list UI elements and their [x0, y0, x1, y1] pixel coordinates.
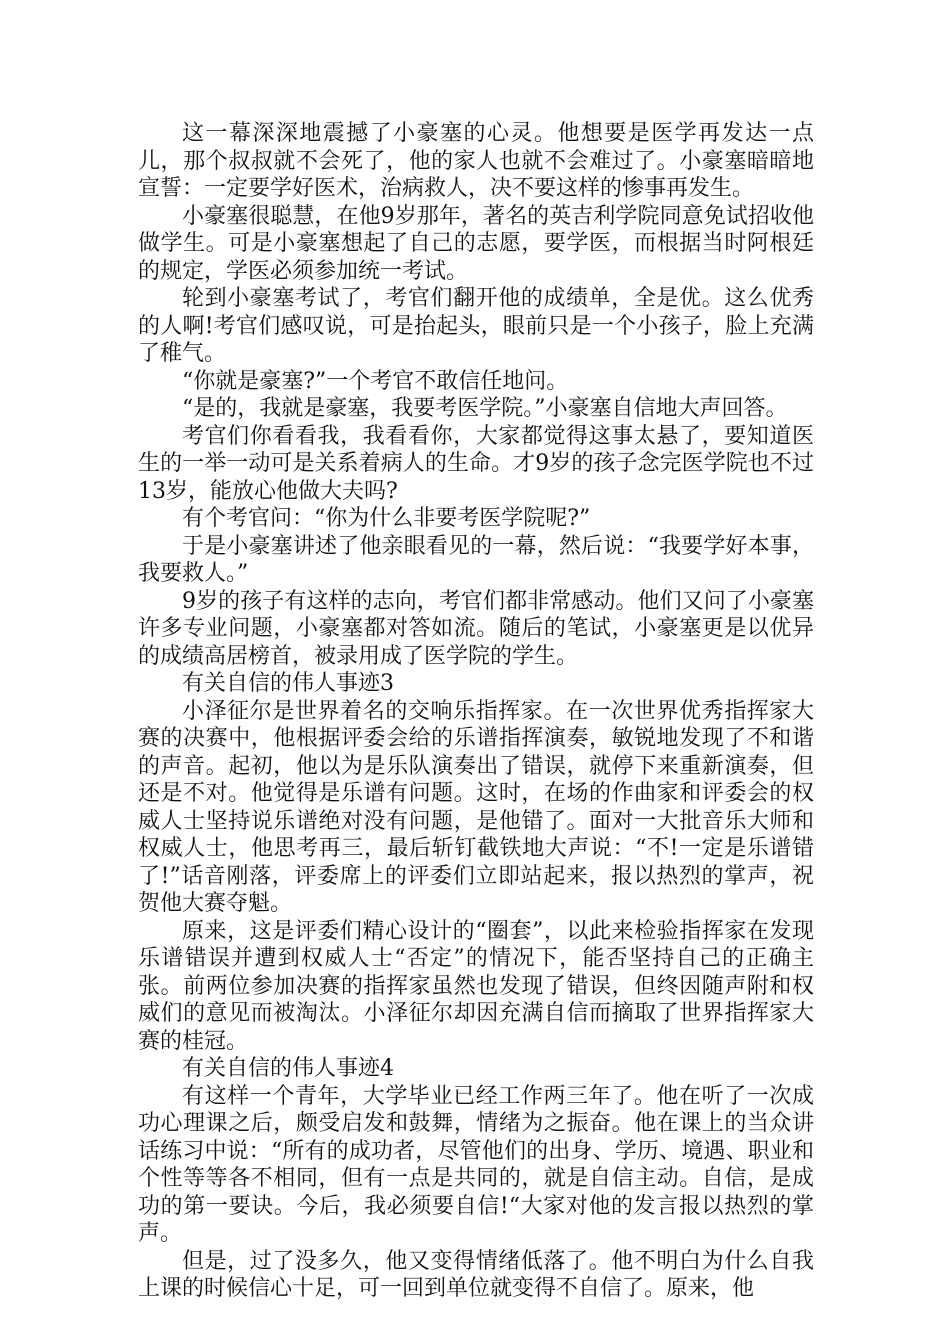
document-page — [138, 120, 814, 1303]
paragraph: 考官们你看看我，我看看你，大家都觉得这事太悬了，要知道医生的一举一动可是关系着病人的生命。才9岁的孩子念完医学院也不过13岁，能放心他做大夫吗? — [138, 423, 814, 504]
paragraph: 这一幕深深地震撼了小豪塞的心灵。他想要是医学再发达一点儿，那个叔叔就不会死了，他的家人也就不会难过了。小豪塞暗暗地宣誓：一定要学好医术，治病救人，决不要这样的惨事再发生。 — [138, 121, 814, 201]
paragraph: 小泽征尔是世界着名的交响乐指挥家。在一次世界优秀指挥家大赛的决赛中，他根据评委会给的乐谱指挥演奏，敏锐地发现了不和谐的声音。起初，他以为是乐队演奏出了错误，就停下来重新演奏，但还是不对。他觉得是乐谱有问题。这时，在场的作曲家和评委会的权威人士坚持说乐谱绝对没有问题，是他错了。面对一大批音乐大师和权威人士，他思考再三，最后斩钉截铁地大声说：“不!一定是乐谱错了!”话音刚落，评委席上的评委们立即站起来，报以热烈的掌声，祝贺他大赛夺魁。 — [138, 698, 814, 916]
paragraph: 有个考官问：“你为什么非要考医学院呢?” — [182, 506, 591, 531]
section-heading: 有关自信的伟人事迹3 — [182, 671, 394, 696]
paragraph: 小豪塞很聪慧，在他9岁那年，著名的英吉利学院同意免试招收他做学生。可是小豪塞想起了自己的志愿，要学医，而根据当时阿根廷的规定，学医必须参加统一考试。 — [138, 203, 814, 284]
paragraph: 9岁的孩子有这样的志向，考官们都非常感动。他们又问了小豪塞许多专业问题，小豪塞都对答如流。随后的笔试，小豪塞更是以优异的成绩高居榜首，被录用成了医学院的学生。 — [138, 588, 814, 669]
paragraph: 轮到小豪塞考试了，考官们翻开他的成绩单，全是优。这么优秀的人啊!考官们感叹说，可是抬起头，眼前只是一个小孩子，脸上充满了稚气。 — [138, 286, 814, 366]
section-heading: 有关自信的伟人事迹4 — [182, 1056, 394, 1081]
paragraph: 于是小豪塞讲述了他亲眼看见的一幕，然后说：“我要学好本事，我要救人。” — [138, 533, 814, 586]
paragraph: 有这样一个青年，大学毕业已经工作两三年了。他在听了一次成功心理课之后，颇受启发和鼓舞，情绪为之振奋。他在课上的当众讲话练习中说：“所有的成功者，尽管他们的出身、学历、境遇、职业和个性等等各不相同，但有一点是共同的，就是自信主动。自信，是成功的第一要诀。今后，我必须要自信!“大家对他的发言报以热烈的掌声。 — [138, 1083, 814, 1246]
paragraph: 但是，过了没多久，他又变得情绪低落了。他不明白为什么自我上课的时候信心十足，可一回到单位就变得不自信了。原来，他 — [138, 1248, 814, 1301]
paragraph: 原来，这是评委们精心设计的“圈套”，以此来检验指挥家在发现乐谱错误并遭到权威人士“否定”的情况下，能否坚持自己的正确主张。前两位参加决赛的指挥家虽然也发现了错误，但终因随声附和权威们的意见而被淘汰。小泽征尔却因充满自信而摘取了世界指挥家大赛的桂冠。 — [138, 918, 814, 1054]
paragraph: “是的，我就是豪塞，我要考医学院。”小豪塞自信地大声回答。 — [182, 396, 788, 421]
paragraph: “你就是豪塞?”一个考官不敢信任地问。 — [182, 368, 569, 394]
